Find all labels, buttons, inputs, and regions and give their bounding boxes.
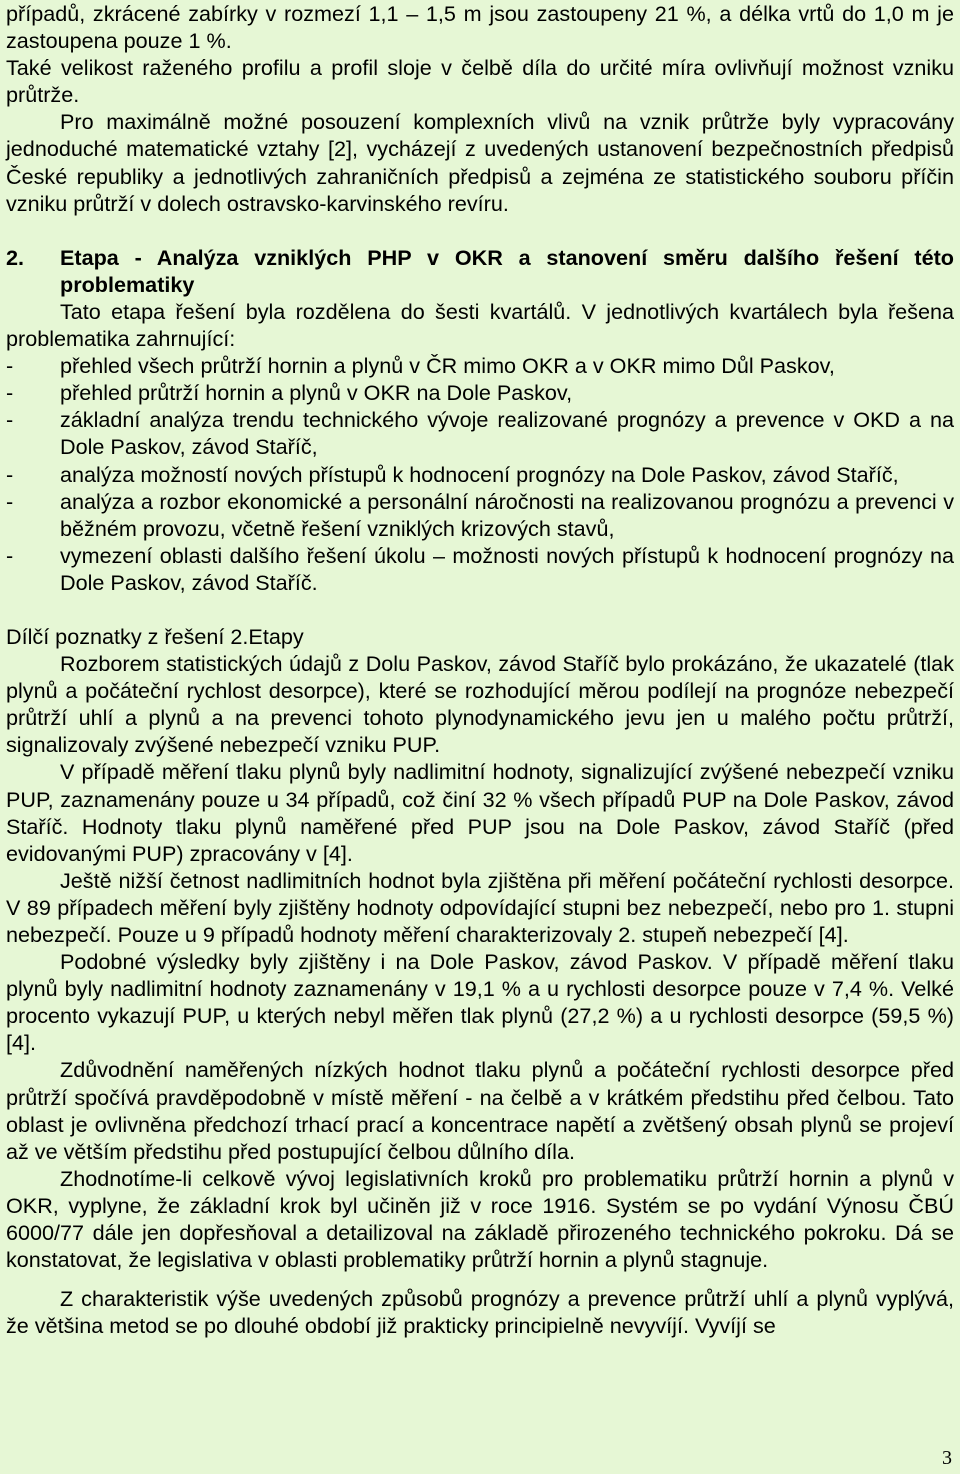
intro-paragraph-models: Pro maximálně možné posouzení komplexních vlivů na vznik průtrže byly vypracovány jednoduché matematické vztahy [2], vycházejí z uvedených ustanovení bezpečnostních předpisů České republiky a jednotlivých zahraničních předpisů a zejména ze statistického souboru příčin vzniku průtrží v dolech ostravsko-karvinského revíru. [6, 109, 954, 216]
list-item: - analýza a rozbor ekonomické a personální náročnosti na realizovanou prognózu a prevenci v běžném provozu, včetně řešení vzniklých krizových stavů, [6, 488, 954, 541]
findings-paragraph-last: Z charakteristik výše uvedených způsobů prognózy a prevence průtrží uhlí a plynů vyplývá, že většina metod se po dlouhé období již prakticky principielně nevyvíjí. Vyvíjí se [6, 1286, 954, 1339]
findings-paragraph: Ještě nižší četnost nadlimitních hodnot byla zjištěna při měření počáteční rychlosti desorpce. V 89 případech měření byly zjištěny hodnoty odpovídající stupni bez nebezpečí, nebo pro 1. stupni nebezpečí. Pouze u 9 případů hodnoty měření charakterizovaly 2. stupeň nebezpečí [4]. [6, 867, 954, 947]
section-2-lead: Tato etapa řešení byla rozdělena do šesti kvartálů. V jednotlivých kvartálech byla řešena problematika zahrnující: [6, 298, 954, 352]
list-item: - přehled všech průtrží hornin a plynů v ČR mimo OKR a v OKR mimo Důl Paskov, [6, 353, 835, 379]
intro-paragraph-profile: Také velikost raženého profilu a profil sloje v čelbě díla do určité míra ovlivňují možnost vzniku průtrže. [6, 55, 954, 108]
document-page [6, 0, 954, 1339]
list-item: - základní analýza trendu technického vývoje realizované prognózy a prevence v OKD a na Dole Paskov, závod Staříč, [6, 407, 954, 460]
section-2-heading [6, 244, 954, 298]
section-2-list [6, 352, 954, 596]
findings-heading: Dílčí poznatky z řešení 2.Etapy [6, 623, 304, 649]
list-dash: - [6, 461, 14, 487]
page-number: 3 [942, 1447, 952, 1469]
findings-paragraph: Podobné výsledky byly zjištěny i na Dole Paskov, závod Paskov. V případě měření tlaku plynů byly nadlimitní hodnoty zaznamenány v 19,1 % a u rychlosti desorpce pouze v 7,4 %. Velké procento vykazují PUP, u kterých nebyl měřen tlak plynů (27,2 %) a u rychlosti desorpce (59,5 %) [4]. [6, 949, 954, 1056]
list-dash: - [6, 353, 14, 379]
section-2-number: 2. [6, 244, 25, 270]
list-dash: - [6, 542, 14, 568]
findings-paragraph: Rozborem statistických údajů z Dolu Paskov, závod Staříč bylo prokázáno, že ukazatelé (tlak plynů a počáteční rychlost desorpce), které se rozhodující měrou podílejí na prognóze nebezpečí průtrží uhlí a plynů a na prevenci tohoto plynodynamického jevu jen u malého počtu průtrží, signalizovaly zvýšené nebezpečí vzniku PUP. [6, 651, 954, 758]
list-dash: - [6, 380, 14, 406]
intro-paragraph-continued: případů, zkrácené zabírky v rozmezí 1,1 – 1,5 m jsou zastoupeny 21 %, a délka vrtů do 1,0 m je zastoupena pouze 1 %. [6, 1, 954, 54]
section-2-title: Etapa - Analýza vzniklých PHP v OKR a stanovení směru dalšího řešení této problematiky [60, 244, 954, 297]
findings-paragraph: Zhodnotíme-li celkově vývoj legislativních kroků pro problematiku průtrží hornin a plynů v OKR, vyplyne, že základní krok byl učiněn již v roce 1916. Systém se po vydání Výnosu ČBÚ 6000/77 dále jen dopřesňoval a detailizoval na základě přirozeného technického pokroku. Dá se konstatovat, že legislativa v oblasti problematiky průtrží hornin a plynů stagnuje. [6, 1165, 954, 1273]
findings-paragraph: V případě měření tlaku plynů byly nadlimitní hodnoty, signalizující zvýšené nebezpečí vzniku PUP, zaznamenány pouze u 34 případů, což činí 32 % všech případů PUP na Dole Paskov, závod Staříč. Hodnoty tlaku plynů naměřené před PUP jsou na Dole Paskov, závod Staříč (před evidovanými PUP) zpracovány v [4]. [6, 759, 954, 866]
list-item: - analýza možností nových přístupů k hodnocení prognózy na Dole Paskov, závod Staříč, [6, 461, 899, 487]
list-dash: - [6, 407, 14, 433]
list-item: - vymezení oblasti dalšího řešení úkolu – možnosti nových přístupů k hodnocení prognózy na Dole Paskov, závod Staříč. [6, 542, 954, 595]
findings-paragraph: Zdůvodnění naměřených nízkých hodnot tlaku plynů a počáteční rychlosti desorpce před průtrží spočívá pravděpodobně v místě měření - na čelbě a v krátkém předstihu před čelbou. Tato oblast je ovlivněna předchozí trhací prací a koncentrace napětí a zvětšený obsah plynů se projeví až ve větším předstihu před postupující čelbou důlního díla. [6, 1057, 954, 1164]
list-dash: - [6, 488, 14, 514]
list-item: - přehled průtrží hornin a plynů v OKR na Dole Paskov, [6, 380, 573, 406]
